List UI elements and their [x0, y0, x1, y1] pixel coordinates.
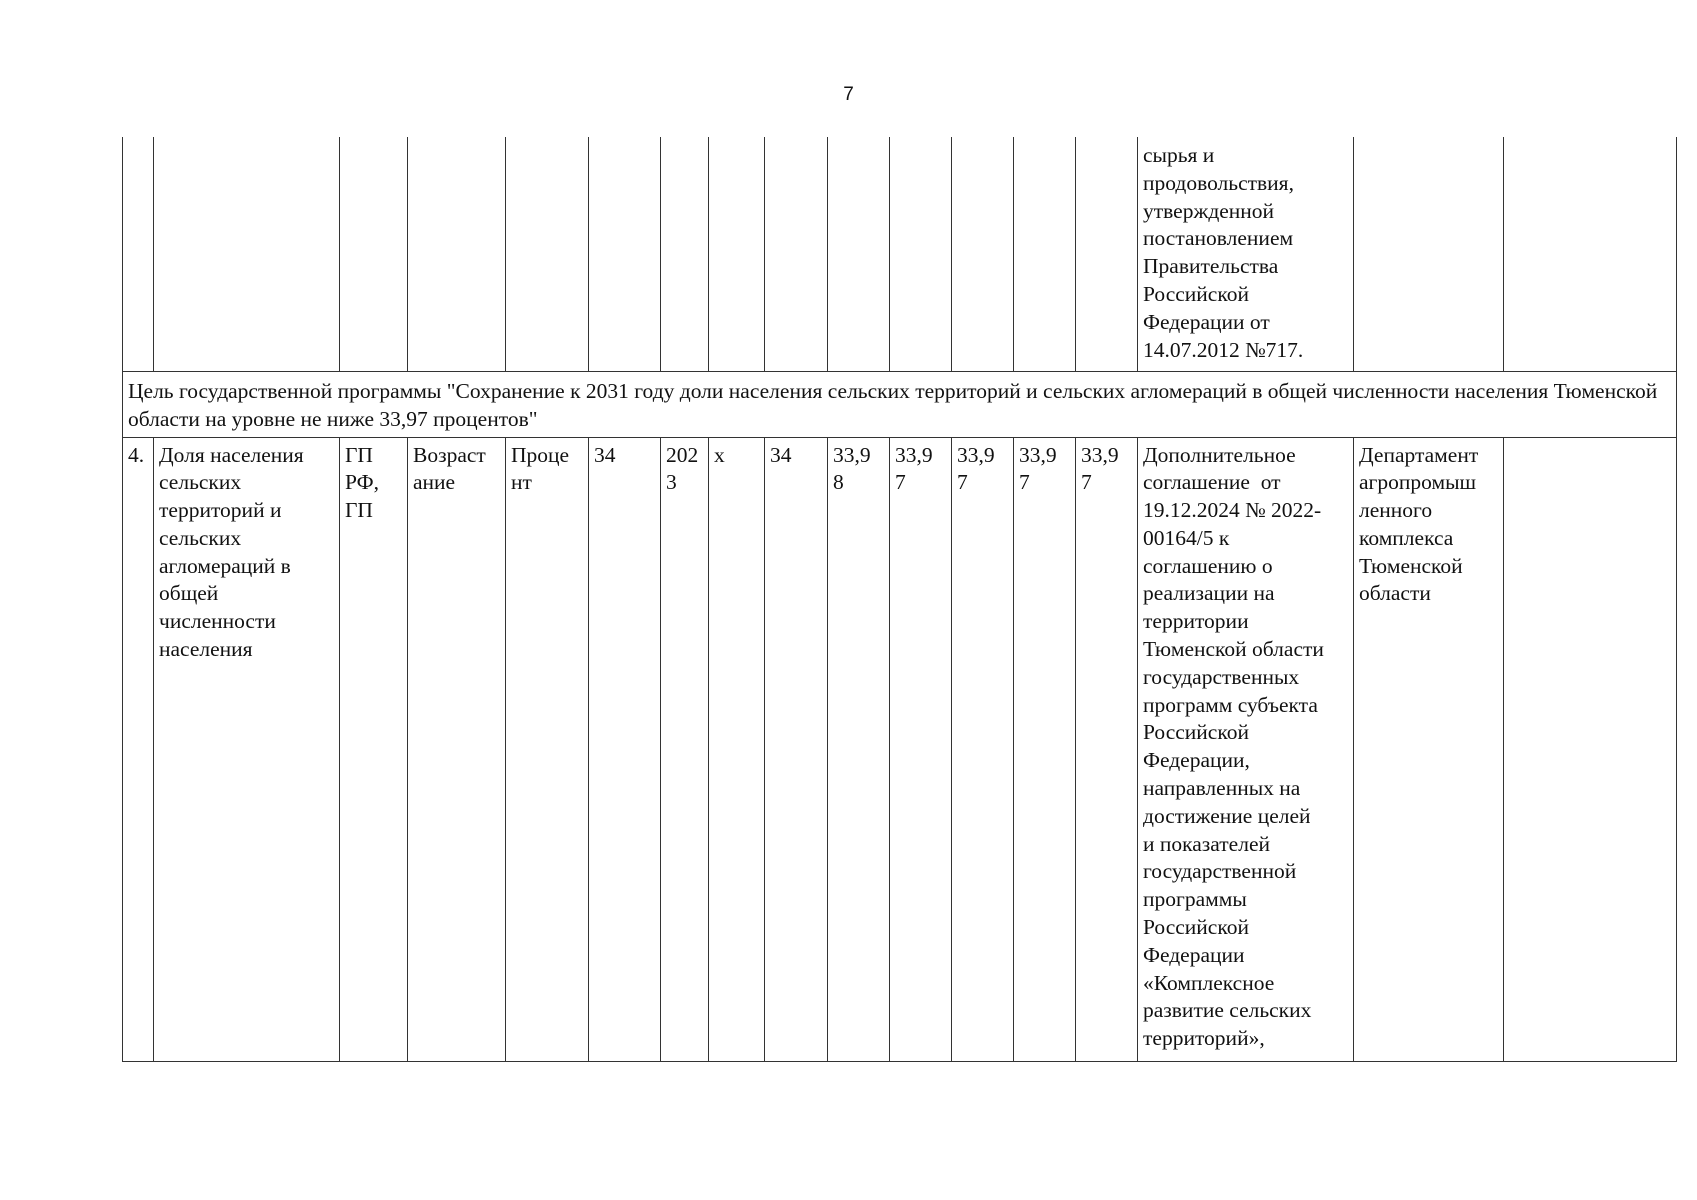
table-cell	[1354, 137, 1504, 371]
table-cell	[828, 137, 890, 371]
table-cell	[589, 137, 661, 371]
indicator-basis: Дополнительное соглашение от 19.12.2024 № 2022- 00164/5 к соглашению о реализации на территории Тюменской области государственных программ субъекта Российской Федерации, направленных на достижение целей и показателей государственной программы Российской Федерации «Комплексное развитие сельских территорий»,	[1138, 437, 1354, 1061]
page-number: 7	[843, 84, 854, 105]
table-cell	[709, 137, 765, 371]
indicator-col-x: х	[709, 437, 765, 1061]
basis-cell-continued	[1138, 137, 1354, 371]
indicator-name: Доля населения сельских территорий и сельских агломераций в общей численности населения	[154, 437, 340, 1061]
indicator-value-1: 34	[765, 437, 828, 1061]
table-cell	[765, 137, 828, 371]
table-cell	[1504, 137, 1677, 371]
indicator-value-5: 33,9 7	[1014, 437, 1076, 1061]
indicator-value-2: 33,9 8	[828, 437, 890, 1061]
indicator-value-4: 33,9 7	[952, 437, 1014, 1061]
indicator-base-year: 202 3	[661, 437, 709, 1061]
indicator-row	[123, 437, 1677, 1061]
table-cell	[661, 137, 709, 371]
indicators-table	[122, 137, 1677, 1062]
indicator-extra	[1504, 437, 1677, 1061]
table-cell	[952, 137, 1014, 371]
basis-text-continued: сырья и продовольствия, утвержденной постановлением Правительства Российской Федерации от 14.07.2012 №717.	[1143, 143, 1304, 362]
indicator-unit: Проце нт	[506, 437, 589, 1061]
table-cell	[1014, 137, 1076, 371]
table-cell	[890, 137, 952, 371]
indicator-responsible: Департамент агропромыш ленного комплекса Тюменской области	[1354, 437, 1504, 1061]
table-cell	[1076, 137, 1138, 371]
indicator-number: 4.	[123, 437, 154, 1061]
indicator-value-6: 33,9 7	[1076, 437, 1138, 1061]
table-cell	[123, 137, 154, 371]
indicator-base-value: 34	[589, 437, 661, 1061]
table-cell	[340, 137, 408, 371]
goal-row	[123, 371, 1677, 437]
continuation-row	[123, 137, 1677, 371]
goal-cell	[123, 371, 1677, 437]
indicator-level: ГП РФ, ГП	[340, 437, 408, 1061]
indicator-trend: Возраст ание	[408, 437, 506, 1061]
table-cell	[506, 137, 589, 371]
goal-text: Цель государственной программы "Сохранение к 2031 году доли населения сельских территорий и сельских агломераций в общей численности населения Тюменской области на уровне не ниже 33,97 процентов"	[128, 378, 1658, 431]
table-cell	[408, 137, 506, 371]
table-cell	[154, 137, 340, 371]
indicator-value-3: 33,9 7	[890, 437, 952, 1061]
